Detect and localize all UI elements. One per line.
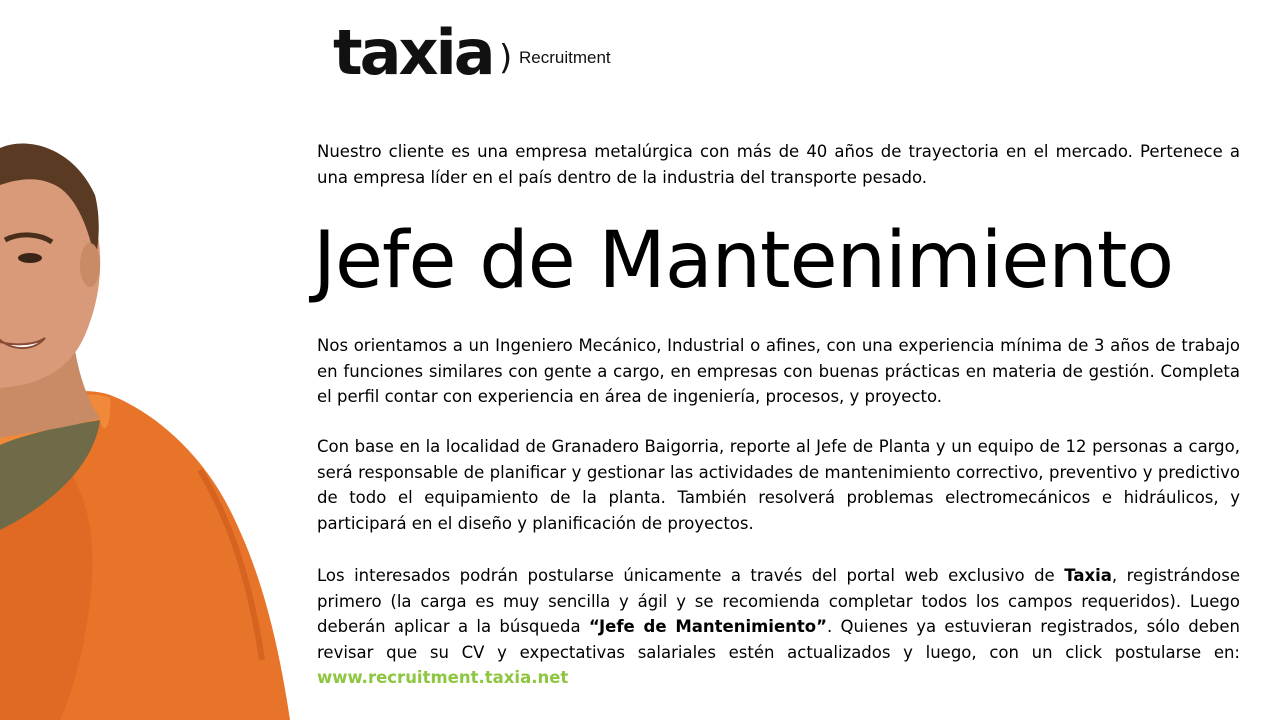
logo-subtitle: Recruitment [519,48,611,67]
intro-paragraph [317,139,1240,190]
application-part3: . Quienes ya estuvieran registrados, sólo deben revisar que su CV y expectativas salariales estén actualizados y luego, con un click postularse en: [317,617,1240,662]
job-title: Jefe de Mantenimiento [313,216,1174,306]
application-part2: , registrándose primero (la carga es muy sencilla y ágil y se recomienda completar todos los campos requeridos). Luego deberán aplicar a la búsqueda [317,566,1240,637]
responsibilities-text: Con base en la localidad de Granadero Baigorria, reporte al Jefe de Planta y un equipo de 12 personas a cargo, será responsable de planificar y gestionar las actividades de mantenimiento correctivo, preventivo y predictivo de todo el equipamiento de la planta. También resolverá problemas electromecánicos e hidráulicos, y participará en el diseño y planificación de proyectos. [317,437,1240,533]
brand-name: Taxia [1064,566,1112,585]
profile-paragraph [317,333,1240,410]
person-photo [0,0,300,720]
application-part1: Los interesados podrán postularse únicamente a través del portal web exclusivo de [317,566,1065,585]
logo-paren: ) [499,38,513,78]
logo-wordmark: taxia [333,16,493,89]
job-quote: “Jefe de Mantenimiento” [588,617,827,637]
taxia-logo [333,16,633,89]
responsibilities-paragraph [317,434,1240,536]
profile-text: Nos orientamos a un Ingeniero Mecánico, Industrial o afines, con una experiencia mínima de 3 años de trabajo en funciones similares con gente a cargo, en empresas con buenas prácticas en materia de gestión. Completa el perfil contar con experiencia en área de ingeniería, procesos, y proyecto. [317,336,1240,407]
application-paragraph [317,563,1240,691]
application-text [317,563,1240,691]
recruitment-link[interactable]: www.recruitment.taxia.net [317,668,569,688]
intro-text: Nuestro cliente es una empresa metalúrgica con más de 40 años de trayectoria en el mercado. Pertenece a una empresa líder en el país dentro de la industria del transporte pesado. [317,142,1240,187]
